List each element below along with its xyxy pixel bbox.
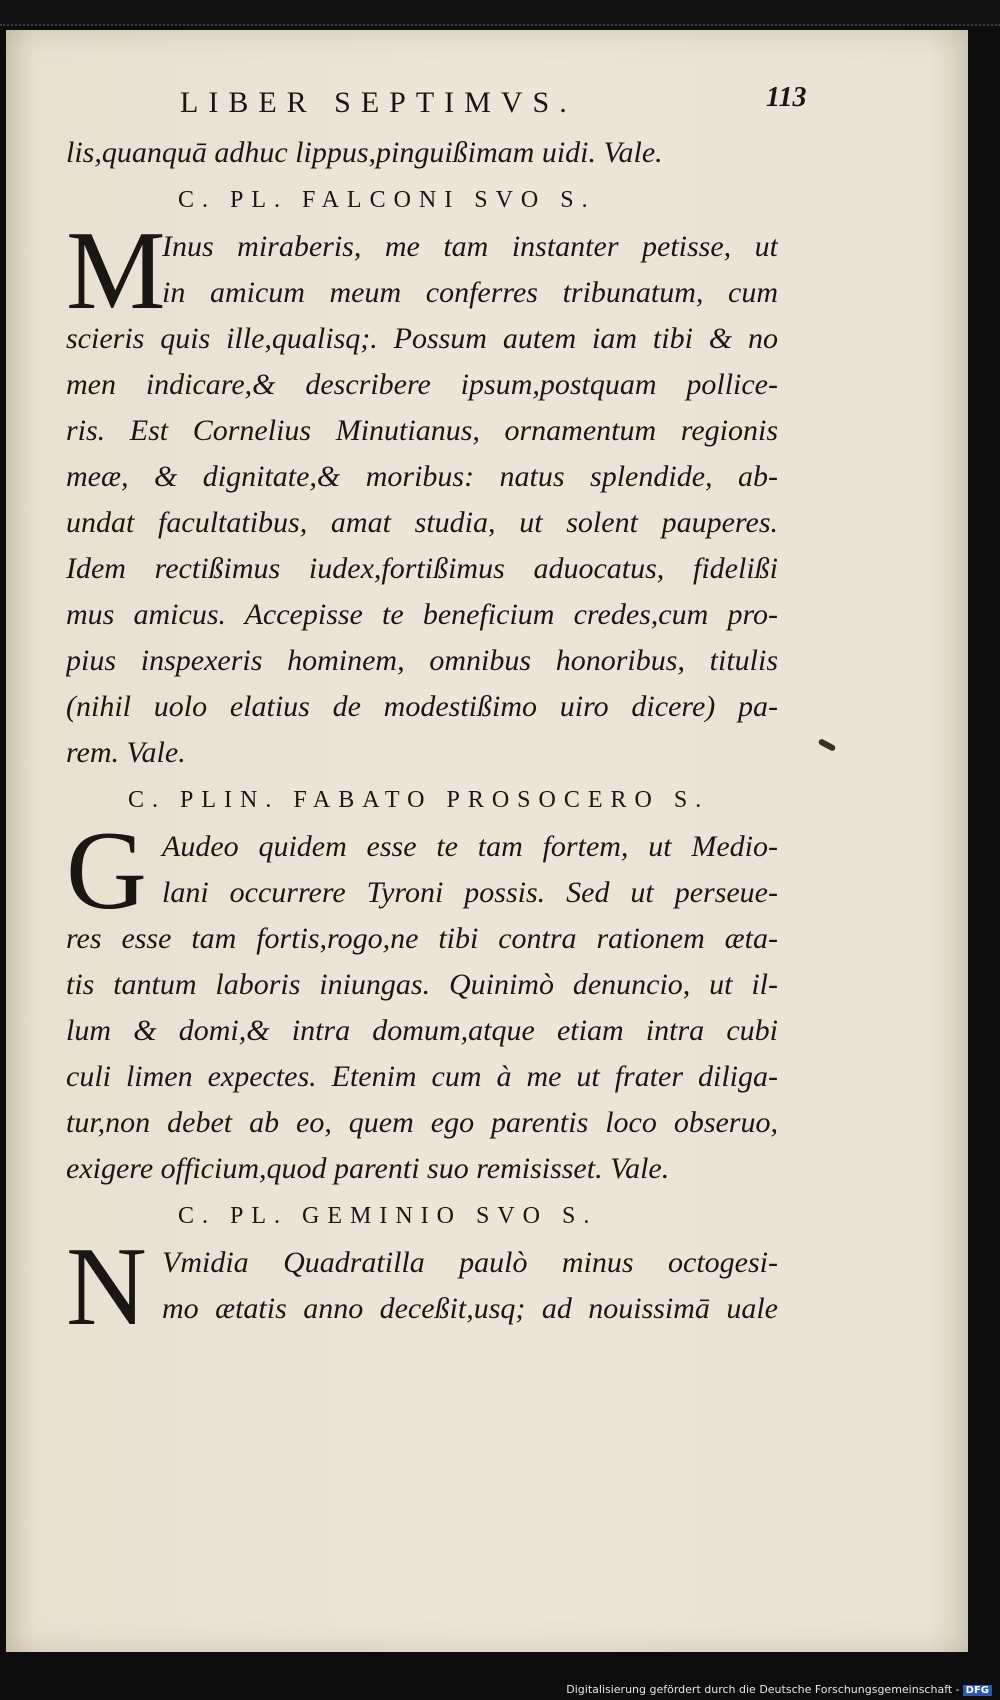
drop-initial: M xyxy=(66,209,166,333)
folio-number: 113 xyxy=(766,82,807,113)
credit-text: Digitalisierung gefördert durch die Deutsche Forschungsgemeinschaft - xyxy=(566,1683,960,1696)
opening-line: lis,quanquā adhuc lippus,pinguißimam uidi. Vale. xyxy=(66,136,663,169)
text-line: tur,non debet ab eo, quem ego parentis loco obseruo, xyxy=(66,1106,778,1139)
text-line: mus amicus. Accepisse te beneficium credes,cum pro- xyxy=(66,598,778,631)
letter-heading: C. PL. GEMINIO SVO S. xyxy=(178,1203,598,1229)
text-line: mo ætatis anno deceßit,usq; ad nouissimā uale xyxy=(162,1292,778,1325)
text-line: tis tantum laboris iniungas. Quinimò denuncio, ut il- xyxy=(66,968,778,1001)
letter-heading: C. PL. FALCONI SVO S. xyxy=(178,187,596,213)
text-line: res esse tam fortis,rogo,ne tibi contra rationem æta- xyxy=(66,922,778,955)
text-line: Audeo quidem esse te tam fortem, ut Medio- xyxy=(162,830,778,863)
drop-initial: G xyxy=(66,809,147,933)
page-text-block xyxy=(66,82,807,1349)
text-line: men indicare,& describere ipsum,postquam pollice- xyxy=(66,368,778,401)
margin-mark xyxy=(818,738,837,752)
text-line: Vmidia Quadratilla paulò minus octogesi- xyxy=(162,1246,778,1279)
book-page xyxy=(6,30,968,1652)
dropcap-block xyxy=(66,209,778,333)
text-line: pius inspexeris hominem, omnibus honoribus, titulis xyxy=(66,644,778,677)
letter-fabato xyxy=(66,776,778,1192)
dropcap-block xyxy=(66,1225,778,1349)
text-line: culi limen expectes. Etenim cum à me ut frater diliga- xyxy=(66,1060,778,1093)
text-line: exigere officium,quod parenti suo remisisset. Vale. xyxy=(66,1152,670,1185)
text-line: scieris quis ille,qualisq;. Possum autem iam tibi & no xyxy=(66,322,778,355)
running-title: LIBER SEPTIMVS. xyxy=(180,86,577,119)
letter-geminio xyxy=(66,1192,778,1349)
letter-heading: C. PLIN. FABATO PROSOCERO S. xyxy=(128,787,710,813)
text-line: rem. Vale. xyxy=(66,736,186,769)
text-line: Idem rectißimus iudex,fortißimus aduocatus, fidelißi xyxy=(66,552,778,585)
text-line: lum & domi,& intra domum,atque etiam intra cubi xyxy=(66,1014,778,1047)
text-line: meæ, & dignitate,& moribus: natus splendide, ab- xyxy=(66,460,778,493)
letter-falconi xyxy=(66,176,778,776)
scanner-top-edge xyxy=(0,0,1000,26)
text-line: in amicum meum conferres tribunatum, cum xyxy=(162,276,778,309)
text-line: undat facultatibus, amat studia, ut solent pauperes. xyxy=(66,506,778,539)
digitization-credit xyxy=(566,1683,992,1696)
dropcap-block xyxy=(66,809,778,933)
text-line: Inus miraberis, me tam instanter petisse, ut xyxy=(162,230,778,263)
running-head xyxy=(66,82,807,130)
text-line: lani occurrere Tyroni possis. Sed ut perseue- xyxy=(162,876,778,909)
dfg-logo-badge: DFG xyxy=(963,1685,992,1696)
drop-initial: N xyxy=(66,1225,147,1349)
text-line: ris. Est Cornelius Minutianus, ornamentum regionis xyxy=(66,414,778,447)
text-line: (nihil uolo elatius de modestißimo uiro dicere) pa- xyxy=(66,690,778,723)
